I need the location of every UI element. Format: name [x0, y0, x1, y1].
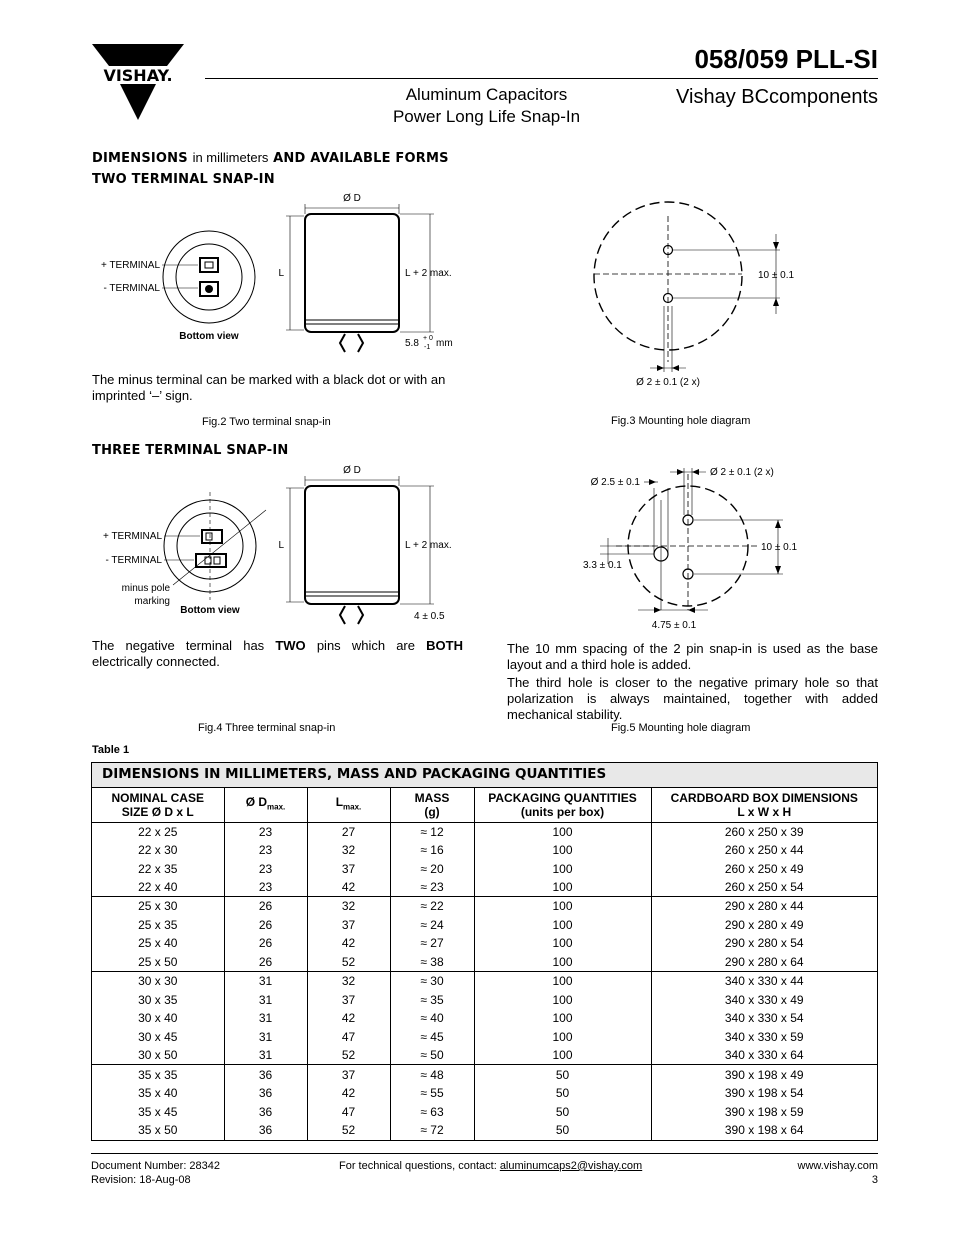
footer-right: [798, 1159, 878, 1187]
table-cell: 26: [224, 897, 307, 916]
plus-terminal-label-3: + TERMINAL: [103, 531, 162, 542]
fig5-large-hole-label: Ø 2.5 ± 0.1: [590, 477, 640, 488]
table-cell: 31: [224, 1028, 307, 1047]
col-mass: MASS (g): [390, 788, 474, 822]
table-cell: 23: [224, 822, 307, 841]
length-label: L: [278, 268, 284, 279]
table-cell: 26: [224, 934, 307, 953]
table-row: [92, 934, 877, 953]
table-cell: ≈ 16: [390, 841, 474, 860]
plus-terminal-label: + TERMINAL: [101, 260, 160, 271]
revision: Revision: 18-Aug-08: [91, 1174, 191, 1186]
col-case-size: NOMINAL CASE SIZE Ø D x L: [92, 788, 224, 822]
two-terminal-note: The minus terminal can be marked with a black dot or with an imprinted ‘–’ sign.: [92, 372, 446, 403]
table-cell: 260 x 250 x 39: [724, 824, 804, 839]
table-cell: 36: [224, 1102, 307, 1121]
fig5-text-1: The 10 mm spacing of the 2 pin snap-in is used as the base layout and a third hole is added.: [507, 641, 878, 672]
table-cell: 25 x 50: [92, 953, 224, 972]
table-header-row: [92, 788, 877, 822]
table-cell: ≈ 38: [390, 953, 474, 972]
table-cell: ≈ 12: [390, 822, 474, 841]
table-cell: 100: [474, 934, 651, 953]
table-row: [92, 1028, 877, 1047]
two-terminal-heading: TWO TERMINAL SNAP-IN: [92, 172, 275, 187]
table-cell: 42: [307, 1009, 390, 1028]
bottom-view-label: Bottom view: [179, 331, 239, 342]
table-cell: 30 x 35: [92, 990, 224, 1009]
three-terminal-drawing: [90, 458, 470, 634]
table-row: [92, 953, 877, 972]
table-cell: 37: [307, 1065, 390, 1084]
table-row: [92, 1009, 877, 1028]
fig3-mounting-hole-diagram: [580, 196, 810, 396]
table-cell: 52: [307, 953, 390, 972]
table-cell: 390 x 198 x 54: [724, 1085, 804, 1100]
table-row: [92, 915, 877, 934]
table-row: [92, 1102, 877, 1121]
table-cell: 31: [224, 1009, 307, 1028]
table-cell: 290 x 280 x 64: [651, 953, 877, 972]
table-cell: ≈ 22: [390, 897, 474, 916]
table-row: [92, 897, 877, 916]
table-cell: 32: [307, 897, 390, 916]
fig5-text-2: The third hole is closer to the negative primary hole so that polarization is always maintained, together with added mechanical stability.: [507, 675, 878, 722]
table-row: [92, 972, 877, 991]
table-cell: 100: [474, 878, 651, 897]
table-cell: ≈ 48: [390, 1065, 474, 1084]
table-cell: 32: [307, 841, 390, 860]
table-cell: 23: [224, 859, 307, 878]
table-cell: 100: [474, 953, 651, 972]
table-cell: 31: [224, 1046, 307, 1065]
table-cell: 50: [474, 1102, 651, 1121]
section-heading: DIMENSIONS in millimeters AND AVAILABLE FORMS: [92, 150, 449, 166]
table-cell: 50: [474, 1084, 651, 1103]
table-row: [92, 878, 877, 897]
fig5-mounting-hole-diagram: [578, 460, 818, 638]
table-row: [92, 1084, 877, 1103]
table-row: [92, 822, 877, 841]
minus-terminal-label: - TERMINAL: [103, 283, 160, 294]
table-cell: 23: [224, 841, 307, 860]
table-row: [92, 859, 877, 878]
svg-text:marking: marking: [134, 596, 170, 607]
table-row: [92, 1121, 877, 1140]
table-cell: ≈ 24: [390, 915, 474, 934]
website-link[interactable]: www.vishay.com: [797, 1160, 878, 1172]
table-row: [92, 990, 877, 1009]
table-row: [92, 1046, 877, 1065]
table-cell: 390 x 198 x 49: [724, 1067, 804, 1082]
diameter-label: Ø D: [343, 193, 361, 204]
table-cell: ≈ 27: [390, 934, 474, 953]
table-cell: 100: [474, 1028, 651, 1047]
footer-rule: [91, 1153, 878, 1154]
fig5-spacing-label: 10 ± 0.1: [761, 542, 798, 553]
table-cell: ≈ 45: [390, 1028, 474, 1047]
col-box-dimensions: CARDBOARD BOX DIMENSIONS L x W x H: [651, 788, 877, 822]
svg-text:+ 0: + 0: [423, 335, 433, 342]
table-cell: 36: [224, 1065, 307, 1084]
fig3-caption: Fig.3 Mounting hole diagram: [611, 415, 751, 427]
table-cell: 47: [307, 1102, 390, 1121]
fig5-vertical-offset-label: 3.3 ± 0.1: [583, 560, 622, 571]
fig5-caption: Fig.5 Mounting hole diagram: [611, 722, 751, 734]
dimensions-table: [91, 762, 878, 1141]
table-cell: 340 x 330 x 54: [724, 1011, 804, 1026]
table-cell: 100: [474, 915, 651, 934]
document-number: Document Number: 28342: [91, 1160, 221, 1172]
table-cell: 100: [474, 1009, 651, 1028]
table-cell: 390 x 198 x 64: [724, 1123, 804, 1138]
table-cell: 100: [474, 841, 651, 860]
table-cell: ≈ 30: [390, 972, 474, 991]
pin-length-label: 5.8: [405, 338, 419, 349]
table-cell: 47: [307, 1028, 390, 1047]
three-terminal-heading: THREE TERMINAL SNAP-IN: [92, 443, 289, 458]
table-cell: 31: [224, 990, 307, 1009]
table-row: [92, 1065, 877, 1084]
table-cell: 260 x 250 x 54: [651, 878, 877, 897]
table-cell: ≈ 23: [390, 878, 474, 897]
fig3-spacing-label: 10 ± 0.1: [758, 270, 795, 281]
length-label-3: L: [278, 540, 284, 551]
table-cell: 100: [474, 822, 651, 841]
table-cell: 260 x 250 x 44: [724, 843, 804, 858]
table-cell: 26: [224, 953, 307, 972]
table-cell: 31: [224, 972, 307, 991]
table-cell: 340 x 330 x 49: [724, 992, 804, 1007]
svg-text:mm: mm: [436, 338, 453, 349]
vishay-logo: [92, 44, 184, 122]
table-cell: 35 x 50: [92, 1121, 224, 1140]
fig3-hole-label: Ø 2 ± 0.1 (2 x): [636, 377, 700, 388]
contact-email-link[interactable]: aluminumcaps2@vishay.com: [499, 1160, 643, 1172]
table-cell: ≈ 72: [390, 1121, 474, 1140]
table-cell: ≈ 35: [390, 990, 474, 1009]
table-cell: 290 x 280 x 44: [724, 899, 804, 914]
table-cell: ≈ 20: [390, 859, 474, 878]
table-cell: 36: [224, 1121, 307, 1140]
minus-terminal-label-3: - TERMINAL: [105, 555, 162, 566]
svg-text:VISHAY.: VISHAY.: [103, 66, 173, 85]
table-cell: 340 x 330 x 44: [724, 974, 804, 989]
table-cell: 22 x 40: [92, 878, 224, 897]
table-cell: 22 x 30: [92, 841, 224, 860]
table-cell: 25 x 30: [92, 897, 224, 916]
table-cell: ≈ 55: [390, 1084, 474, 1103]
header-rule: [205, 78, 878, 79]
table-cell: 42: [307, 934, 390, 953]
table-cell: 35 x 35: [92, 1065, 224, 1084]
table-cell: 36: [224, 1084, 307, 1103]
length-max-label-3: L + 2 max.: [405, 540, 452, 551]
table-cell: 100: [474, 1046, 651, 1065]
col-length: $L_{max.}$: [307, 788, 390, 822]
table-cell: 340 x 330 x 64: [651, 1046, 877, 1065]
fig5-small-hole-label: Ø 2 ± 0.1 (2 x): [710, 467, 774, 478]
table-row: [92, 841, 877, 860]
fig5-horizontal-offset-label: 4.75 ± 0.1: [651, 620, 697, 631]
brand-name: Vishay BCcomponents: [676, 86, 878, 108]
two-terminal-drawing: [90, 186, 470, 362]
table-cell: 50: [474, 1121, 651, 1140]
table-cell: 26: [224, 915, 307, 934]
table-cell: 390 x 198 x 59: [724, 1104, 804, 1119]
length-max-label: L + 2 max.: [405, 268, 452, 279]
svg-text:-1: -1: [424, 344, 431, 351]
table-cell: 260 x 250 x 49: [724, 861, 804, 876]
table-cell: 35 x 40: [92, 1084, 224, 1103]
table-cell: 35 x 45: [92, 1102, 224, 1121]
table-label: Table 1: [92, 744, 130, 756]
table-cell: 100: [474, 990, 651, 1009]
table-cell: 42: [307, 1084, 390, 1103]
page-number: 3: [871, 1174, 878, 1186]
table-cell: 37: [307, 990, 390, 1009]
table-cell: 52: [307, 1121, 390, 1140]
table-cell: ≈ 63: [390, 1102, 474, 1121]
table-cell: 22 x 35: [92, 859, 224, 878]
product-category: Aluminum Capacitors Power Long Life Snap-In: [392, 85, 581, 126]
fig2-caption: Fig.2 Two terminal snap-in: [202, 416, 331, 428]
table-cell: 50: [474, 1065, 651, 1084]
table-cell: 22 x 25: [92, 822, 224, 841]
table-cell: 100: [474, 972, 651, 991]
table-cell: 30 x 40: [92, 1009, 224, 1028]
col-packaging: PACKAGING QUANTITIES (units per box): [474, 788, 651, 822]
table-cell: 290 x 280 x 49: [724, 917, 804, 932]
table-cell: 23: [224, 878, 307, 897]
col-diameter: Ø $D_{max.}$: [224, 788, 307, 822]
table-cell: 52: [307, 1046, 390, 1065]
pin-length-label-3: 4 ± 0.5: [414, 611, 445, 622]
table-cell: 30 x 50: [92, 1046, 224, 1065]
footer-contact: For technical questions, contact: aluminumcaps2@vishay.com: [339, 1160, 643, 1172]
table-cell: 25 x 35: [92, 915, 224, 934]
table-cell: 25 x 40: [92, 934, 224, 953]
table-cell: 37: [307, 915, 390, 934]
table-cell: 32: [307, 972, 390, 991]
fig4-caption: Fig.4 Three terminal snap-in: [198, 722, 336, 734]
minus-pole-label: minus pole: [121, 583, 170, 594]
table-cell: 30 x 45: [92, 1028, 224, 1047]
bottom-view-label-3: Bottom view: [180, 605, 240, 616]
document-title: 058/059 PLL-SI: [694, 44, 878, 74]
table-cell: 37: [307, 859, 390, 878]
table-cell: 42: [307, 878, 390, 897]
three-terminal-note: The negative terminal has TWO pins which are BOTH electrically connected.: [92, 638, 463, 669]
table-cell: 100: [474, 859, 651, 878]
footer-left: [91, 1159, 220, 1187]
table-cell: 100: [474, 897, 651, 916]
table-cell: 30 x 30: [92, 972, 224, 991]
table-cell: 27: [307, 822, 390, 841]
table-title: DIMENSIONS IN MILLIMETERS, MASS AND PACKAGING QUANTITIES: [92, 763, 877, 788]
table-cell: 340 x 330 x 59: [724, 1029, 804, 1044]
table-cell: ≈ 40: [390, 1009, 474, 1028]
table-cell: 290 x 280 x 54: [724, 936, 804, 951]
table-cell: ≈ 50: [390, 1046, 474, 1065]
diameter-label-3: Ø D: [343, 465, 361, 476]
